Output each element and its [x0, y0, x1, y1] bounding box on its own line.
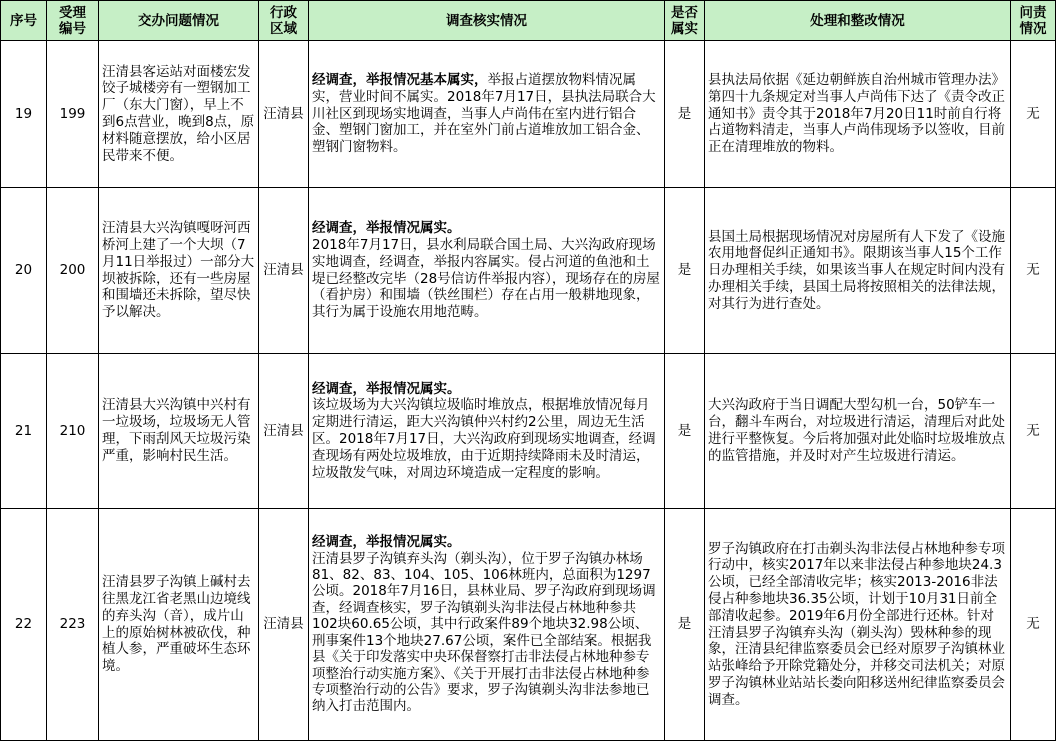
header-area-line1: 行政 — [270, 4, 297, 21]
row-seq: 19 — [1, 41, 47, 188]
investigation-body: 2018年7月17日，县水利局联合国土局、大兴沟政府现场实地调查，经调查，举报内容属实。侵占河道的鱼池和土堤已经整改完毕（28号信访件举报内容），现场存在的房屋（看护房）和围墙（铁丝围栏）存在占用一般耕地现象，其行为属于设施农用地范畴。 — [312, 236, 660, 321]
row-handling: 罗子沟镇政府在打击剃头沟非法侵占林地种参专项行动中，核实2017年以来非法侵占种参地块24.3公顷，已经全部清收完毕；核实2013-2016非法侵占种参地块36.35公顷，计划于10月31日前全部清收起参。2019年6月份全部进行还林。针对汪清县罗子沟镇弃头沟（剃头沟）毁林种参的现象，汪清县纪律监察委员会已经对原罗子沟镇林业站张峰给予开除党籍处分，并移交司法机关；对原罗子沟镇林业站站长娄向阳移送州纪律监察委员会调查。 — [705, 509, 1011, 741]
row-seq: 22 — [1, 509, 47, 741]
row-verified: 是 — [665, 509, 705, 741]
header-accountability-line1: 问责 — [1019, 4, 1047, 21]
investigation-lead: 经调查，举报情况属实。 — [312, 534, 461, 551]
row-area: 汪清县 — [259, 41, 309, 188]
row-accept-no: 200 — [47, 188, 99, 354]
row-accept-no: 210 — [47, 354, 99, 509]
row-handling: 县国土局根据现场情况对房屋所有人下发了《设施农用地督促纠正通知书》。限期该当事人15个工作日办理相关手续，如果该当事人在规定时间内没有办理相关手续，县国土局将按照相关的法律法规，对其行为进行查处。 — [705, 188, 1011, 354]
header-area — [259, 1, 309, 41]
investigation-body: 该垃圾场为大兴沟镇垃圾临时堆放点，根据堆放情况每月定期进行清运，距大兴沟镇仲兴村约2公里，周边无生活区。2018年7月17日，大兴沟政府到现场实地调查，经调查现场有两处垃圾堆放，由于近期持续降雨未及时清运，垃圾散发气味，对周边环境造成一定程度的影响。 — [312, 397, 656, 481]
row-accept-no: 223 — [47, 509, 99, 741]
row-verified: 是 — [665, 354, 705, 509]
header-verified — [665, 1, 705, 41]
header-investigation: 调查核实情况 — [309, 1, 665, 41]
header-accept-no — [47, 1, 99, 41]
header-seq: 序号 — [1, 1, 47, 41]
row-accept-no: 199 — [47, 41, 99, 188]
row-area: 汪清县 — [259, 188, 309, 354]
header-verified-line1: 是否 — [671, 4, 698, 21]
row-area: 汪清县 — [259, 509, 309, 741]
header-accept-no-line1: 受理 — [59, 4, 86, 21]
row-verified: 是 — [665, 41, 705, 188]
row-handling: 大兴沟政府于当日调配大型勾机一台，50铲车一台，翻斗车两台，对垃圾进行清运，清理后对此处进行平整恢复。今后将加强对此处临时垃圾堆放点的监管措施，并及时对产生垃圾进行清运。 — [705, 354, 1011, 509]
header-issue: 交办问题情况 — [99, 1, 259, 41]
table-row — [1, 509, 1056, 741]
header-verified-line2: 属实 — [671, 20, 698, 37]
investigation-lead: 经调查，举报情况属实。 — [312, 220, 461, 237]
header-accountability-line2: 情况 — [1019, 20, 1047, 37]
table-row — [1, 41, 1056, 188]
row-accountability: 无 — [1011, 188, 1056, 354]
header-area-line2: 区域 — [270, 20, 297, 37]
row-seq: 21 — [1, 354, 47, 509]
row-accountability: 无 — [1011, 354, 1056, 509]
row-issue: 汪清县大兴沟镇嘎呀河西桥河上建了一个大坝（7月11日举报过）一部分大坝被拆除，还有一些房屋和围墙还未拆除，望尽快予以解决。 — [99, 188, 259, 354]
row-area: 汪清县 — [259, 354, 309, 509]
row-accountability: 无 — [1011, 41, 1056, 188]
header-row — [1, 1, 1056, 41]
row-issue: 汪清县罗子沟镇上碱村去往黑龙江省老黑山边境线的弃头沟（音），成片山上的原始树林被砍伐，种植人参，严重破坏生态环境。 — [99, 509, 259, 741]
row-investigation — [309, 188, 665, 354]
row-investigation — [309, 354, 665, 509]
investigation-body: 汪清县罗子沟镇弃头沟（剃头沟），位于罗子沟镇办林场81、82、83、104、105、106林班内，总面积为1297公顷。2018年7月16日，县林业局、罗子沟政府到现场调查，经调查核实，罗子沟镇剃头沟非法侵占林地种参共102块60.65公顷，其中行政案件89个地块32.98公顷、刑事案件13个地块27.67公顷，案件已全部结案。根据我县《关于印发落实中央环保督察打击非法侵占林地种参专项整治行动实施方案》、《关于开展打击非法侵占林地种参专项整治行动的公告》要求，罗子沟镇剃头沟非法参地已纳入打击范围内。 — [312, 550, 656, 715]
row-handling: 县执法局依据《延边朝鲜族自治州城市管理办法》第四十九条规定对当事人卢尚伟下达了《责令改正通知书》责令其于2018年7月20日11时前自行将占道物料清走，当事人卢尚伟现场予以签收，目前正在清理堆放的物料。 — [705, 41, 1011, 188]
table-row — [1, 188, 1056, 354]
header-accept-no-line2: 编号 — [59, 20, 86, 37]
row-verified: 是 — [665, 188, 705, 354]
investigation-body: 举报占道摆放物料情况属实，营业时间不属实。2018年7月17日，县执法局联合大川社区到现场实地调查，当事人卢尚伟在室内进行铝合金、塑钢门窗加工，并在室外门前占道堆放加工铝合金、塑钢门窗物料。 — [312, 72, 656, 156]
row-investigation — [309, 509, 665, 741]
header-accountability — [1011, 1, 1056, 41]
row-issue: 汪清县客运站对面楼宏发饺子城楼旁有一塑钢加工厂（东大门窗），早上不到6点营业，晚到8点，原材料随意摆放，给小区居民带来不便。 — [99, 41, 259, 188]
table-row — [1, 354, 1056, 509]
row-issue: 汪清县大兴沟镇中兴村有一垃圾场，垃圾场无人管理，下雨刮风天垃圾污染严重，影响村民生活。 — [99, 354, 259, 509]
row-seq: 20 — [1, 188, 47, 354]
header-handling: 处理和整改情况 — [705, 1, 1011, 41]
investigation-lead: 经调查，举报情况基本属实， — [312, 72, 488, 88]
investigation-lead: 经调查，举报情况属实。 — [312, 380, 461, 397]
row-accountability: 无 — [1011, 509, 1056, 741]
row-investigation — [309, 41, 665, 188]
